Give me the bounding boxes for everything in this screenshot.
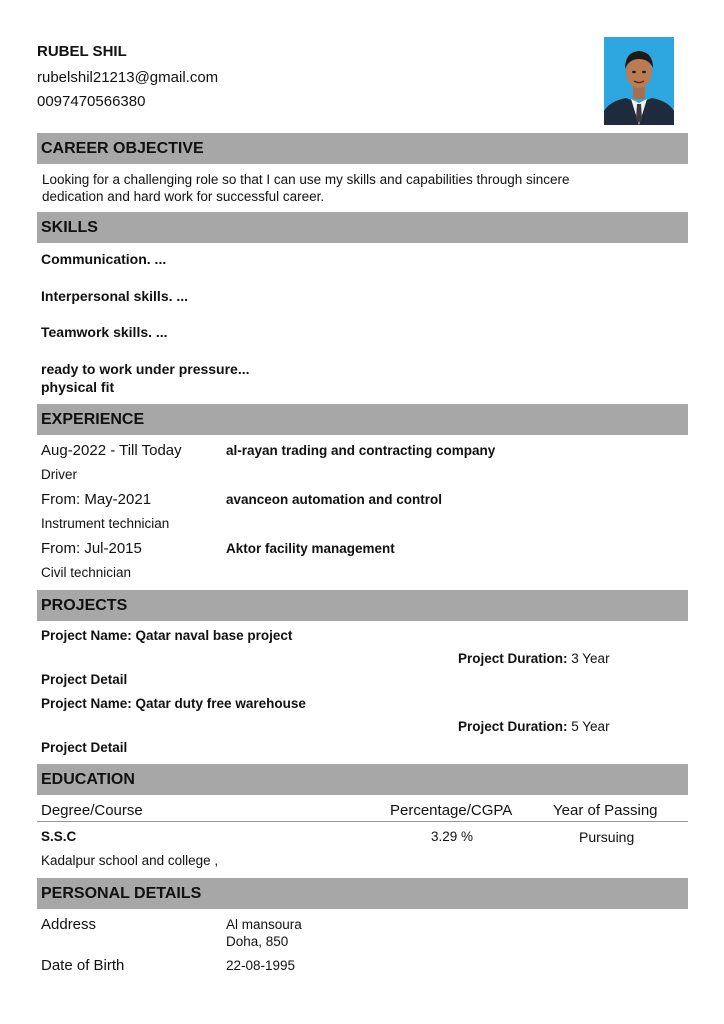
experience-period: From: Jul-2015 bbox=[41, 540, 142, 557]
skill-item: physical fit bbox=[41, 379, 115, 395]
education-column-degree: Degree/Course bbox=[41, 802, 143, 819]
experience-company: Aktor facility management bbox=[226, 541, 395, 556]
career-objective-header bbox=[37, 133, 688, 164]
experience-company: al-rayan trading and contracting company bbox=[226, 443, 496, 458]
education-column-percentage: Percentage/CGPA bbox=[390, 802, 513, 819]
personal-details-header bbox=[37, 878, 688, 909]
project-name: Project Name: Qatar naval base project bbox=[41, 628, 293, 643]
skill-item: Communication. ... bbox=[41, 251, 167, 267]
address-label: Address bbox=[41, 916, 97, 933]
education-year: Pursuing bbox=[579, 829, 635, 845]
experience-role: Driver bbox=[41, 467, 77, 482]
experience-period: Aug-2022 - Till Today bbox=[41, 442, 182, 459]
education-column-year: Year of Passing bbox=[553, 802, 658, 819]
project-detail-label: Project Detail bbox=[41, 672, 128, 687]
objective-text-line-2: dedication and hard work for successful career. bbox=[42, 189, 325, 204]
project-name: Project Name: Qatar duty free warehouse bbox=[41, 696, 306, 711]
phone-text: 0097470566380 bbox=[37, 93, 146, 110]
project-duration: Project Duration: 3 Year bbox=[458, 651, 610, 666]
dob-value: 22-08-1995 bbox=[226, 958, 296, 973]
experience-role: Civil technician bbox=[41, 565, 132, 580]
address-line-1: Al mansoura bbox=[226, 917, 302, 932]
skills-title: SKILLS bbox=[41, 219, 98, 236]
skills-header bbox=[37, 212, 688, 243]
education-table-divider bbox=[37, 821, 688, 822]
education-percentage: 3.29 % bbox=[431, 829, 474, 844]
email-text: rubelshil21213@gmail.com bbox=[37, 69, 219, 86]
projects-header bbox=[37, 590, 688, 621]
profile-photo bbox=[604, 37, 674, 125]
address-line-2: Doha, 850 bbox=[226, 934, 289, 949]
experience-title: EXPERIENCE bbox=[41, 411, 145, 428]
skill-item: ready to work under pressure... bbox=[41, 361, 250, 377]
candidate-name: RUBEL SHIL bbox=[37, 43, 127, 60]
experience-company: avanceon automation and control bbox=[226, 492, 443, 507]
experience-period: From: May-2021 bbox=[41, 491, 152, 508]
skill-item: Interpersonal skills. ... bbox=[41, 288, 189, 304]
project-detail-label: Project Detail bbox=[41, 740, 128, 755]
education-title: EDUCATION bbox=[41, 771, 135, 788]
projects-title: PROJECTS bbox=[41, 597, 128, 614]
education-header bbox=[37, 764, 688, 795]
project-duration: Project Duration: 5 Year bbox=[458, 719, 610, 734]
personal-details-title: PERSONAL DETAILS bbox=[41, 885, 202, 902]
dob-label: Date of Birth bbox=[41, 957, 125, 974]
experience-role: Instrument technician bbox=[41, 516, 170, 531]
education-institute: Kadalpur school and college , bbox=[41, 853, 219, 868]
objective-text-line-1: Looking for a challenging role so that I can use my skills and capabilities through sincere bbox=[42, 172, 570, 187]
skill-item: Teamwork skills. ... bbox=[41, 324, 168, 340]
experience-header bbox=[37, 404, 688, 435]
career-objective-title: CAREER OBJECTIVE bbox=[41, 140, 204, 157]
portrait-image bbox=[604, 37, 674, 125]
education-degree: S.S.C bbox=[41, 829, 77, 844]
